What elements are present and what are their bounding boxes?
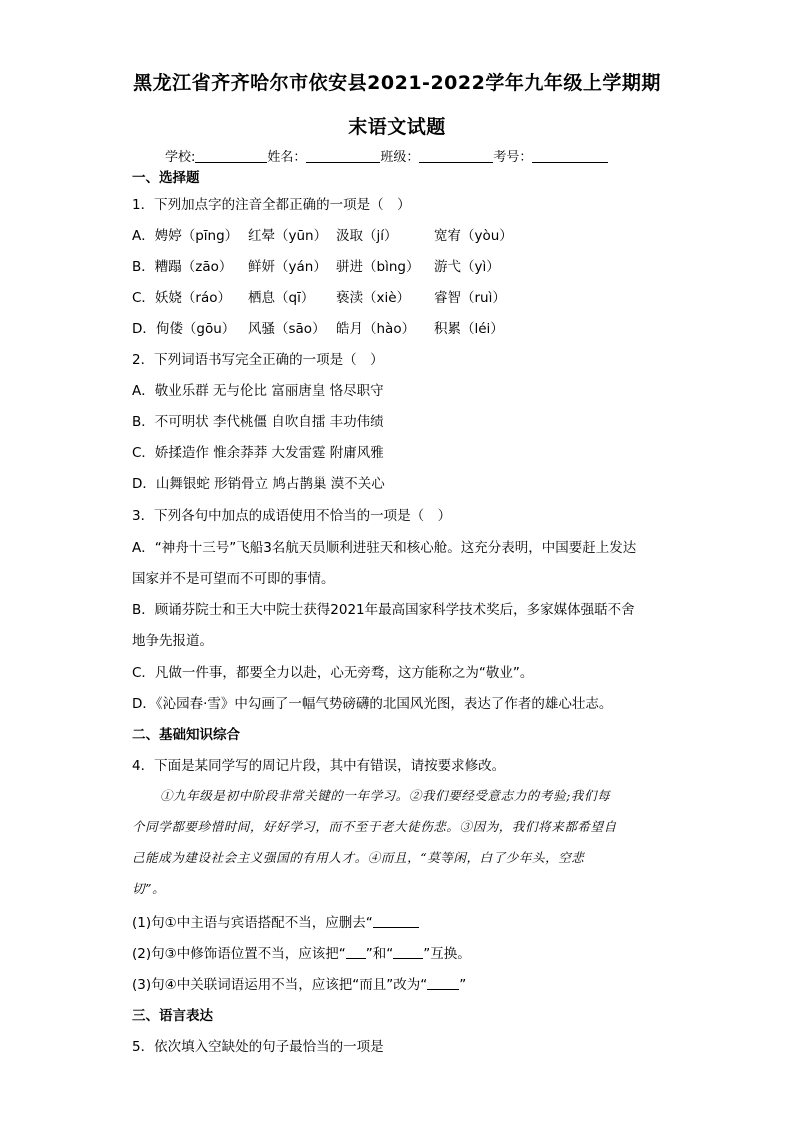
q1-d-item3: 皓月（hào） bbox=[336, 321, 416, 337]
q3-option-c: C．凡做一件事，都要全力以赴，心无旁骛，这方能称之为“敬业”。 bbox=[132, 665, 534, 681]
q4-passage-line2: 个同学都要珍惜时间，好好学习，而不至于老大徒伤悲。③因为，我们将来都希望自 bbox=[132, 819, 617, 834]
q2-option-d: D．山舞银蛇 形销骨立 鸠占鹊巢 漠不关心 bbox=[132, 476, 385, 492]
q2-stem: 2．下列词语书写完全正确的一项是（ ） bbox=[132, 352, 384, 368]
q1-stem: 1．下列加点字的注音全都正确的一项是（ ） bbox=[132, 197, 411, 213]
q1-option-d bbox=[132, 317, 504, 337]
q1-d-item2: 风骚（sāo） bbox=[248, 321, 326, 337]
name-label: 姓名： bbox=[267, 150, 307, 165]
q4-sub2-text-b: ”和“ bbox=[365, 946, 394, 962]
q1-d-item4: 积累（léi） bbox=[434, 321, 504, 337]
q1-d-item1: D．佝偻（gōu） bbox=[132, 321, 236, 337]
q1-a-item4: 宽宥（yòu） bbox=[434, 228, 513, 244]
q2-option-b: B．不可明状 李代桃僵 自吹自擂 丰功伟绩 bbox=[132, 414, 384, 430]
q1-c-item1: C．妖娆（ráo） bbox=[132, 290, 232, 306]
q4-sub3-text-a: (3)句④中关联词语运用不当，应该把“而且”改为“ bbox=[132, 977, 428, 993]
q2-option-c: C．娇揉造作 惟余莽莽 大发雷霆 附庸风雅 bbox=[132, 445, 384, 461]
name-blank[interactable] bbox=[306, 149, 380, 163]
q1-option-b bbox=[132, 255, 500, 275]
q4-sub3 bbox=[132, 973, 466, 993]
exam-no-blank[interactable] bbox=[532, 149, 608, 163]
page-title-line1: 黑龙江省齐齐哈尔市依安县2021-2022学年九年级上学期期 bbox=[133, 72, 661, 94]
q3-option-d: D．《沁园春·雪》中勾画了一幅气势磅礴的北国风光图，表达了作者的雄心壮志。 bbox=[132, 696, 613, 712]
student-info-row bbox=[165, 146, 608, 165]
q4-sub2-blank1[interactable] bbox=[346, 946, 366, 959]
q1-c-item4: 睿智（ruì） bbox=[434, 290, 506, 306]
q1-c-item2: 栖息（qī） bbox=[248, 290, 315, 306]
q3-option-a-line2: 国家并不是可望而不可即的事情。 bbox=[132, 571, 335, 587]
q1-b-item4: 游弋（yì） bbox=[434, 259, 500, 275]
q4-sub2-text-c: ”互换。 bbox=[423, 946, 471, 962]
section-heading-3: 三、语言表达 bbox=[132, 1008, 213, 1024]
school-label: 学校: bbox=[165, 150, 196, 165]
q1-b-item2: 鲜妍（yán） bbox=[248, 259, 327, 275]
q4-sub3-blank[interactable] bbox=[427, 977, 459, 990]
q1-option-c bbox=[132, 286, 506, 306]
q4-passage-line1: ①九年级是初中阶段非常关键的一年学习。②我们要经受意志力的考验;我们每 bbox=[160, 788, 611, 803]
section-heading-1: 一、选择题 bbox=[132, 170, 200, 186]
q3-option-b-line1: B．顾诵芬院士和王大中院士获得2021年最高国家科学技术奖后，多家媒体强聒不舍 bbox=[132, 602, 635, 618]
q4-sub1-blank[interactable] bbox=[373, 915, 419, 928]
q4-passage-line4: 切”。 bbox=[132, 881, 166, 896]
exam-no-label: 考号： bbox=[493, 150, 533, 165]
q1-a-item3: 汲取（jí） bbox=[336, 228, 398, 244]
q1-option-a bbox=[132, 224, 513, 244]
q4-sub3-text-b: ” bbox=[459, 977, 467, 993]
q4-sub2-blank2[interactable] bbox=[393, 946, 423, 959]
q4-passage-line3: 己能成为建设社会主义强国的有用人才。④而且，“莫等闲，白了少年头，空悲 bbox=[132, 850, 585, 865]
q2-option-a: A．敬业乐群 无与伦比 富丽唐皇 恪尽职守 bbox=[132, 383, 384, 399]
q1-a-item1: A．娉婷（pīng） bbox=[132, 228, 239, 244]
section-heading-2: 二、基础知识综合 bbox=[132, 727, 240, 743]
class-blank[interactable] bbox=[419, 149, 493, 163]
q4-sub2-text-a: (2)句③中修饰语位置不当，应该把“ bbox=[132, 946, 346, 962]
q1-b-item3: 骈进（bìng） bbox=[336, 259, 420, 275]
q1-b-item1: B．糟蹋（zāo） bbox=[132, 259, 233, 275]
q4-sub1 bbox=[132, 911, 419, 931]
q1-a-item2: 红晕（yūn） bbox=[248, 228, 328, 244]
q4-stem: 4．下面是某同学写的周记片段，其中有错误，请按要求修改。 bbox=[132, 758, 506, 774]
q5-stem: 5．依次填入空缺处的句子最恰当的一项是 bbox=[132, 1039, 384, 1055]
page-title-line2: 末语文试题 bbox=[348, 116, 446, 138]
q4-sub1-text: (1)句①中主语与宾语搭配不当，应删去“ bbox=[132, 915, 373, 931]
school-blank[interactable] bbox=[195, 149, 267, 163]
q4-sub2 bbox=[132, 942, 471, 962]
q3-stem: 3．下列各句中加点的成语使用不恰当的一项是（ ） bbox=[132, 508, 452, 524]
q3-option-b-line2: 地争先报道。 bbox=[132, 633, 213, 649]
class-label: 班级： bbox=[380, 150, 420, 165]
q3-option-a-line1: A．“神舟十三号”飞船3名航天员顺利进驻天和核心舱。这充分表明，中国要赶上发达 bbox=[132, 540, 637, 556]
q1-c-item3: 亵渎（xiè） bbox=[336, 290, 411, 306]
